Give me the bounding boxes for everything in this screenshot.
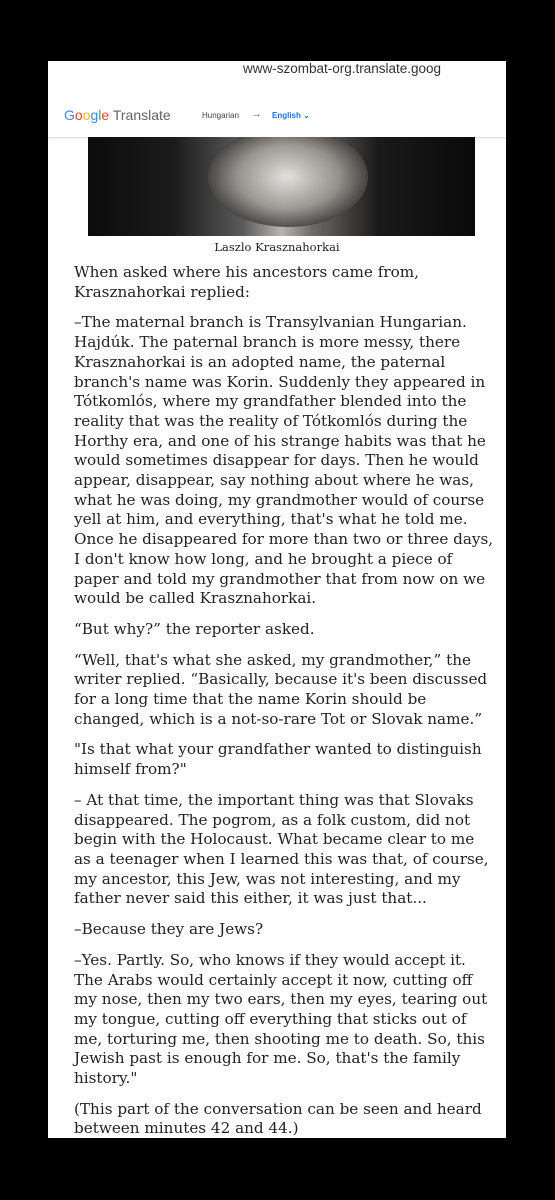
paragraph: (This part of the conversation can be seen and heard between minutes 42 and 44.) [74,1099,482,1138]
article-body [74,263,494,1138]
author-photo [88,137,475,236]
paragraph: “Well, that's what she asked, my grandmother,” the writer replied. “Basically, because it's been discussed for a long time that the name Korin should be changed, which is a not-so-rare Tot or Slovak name.” [74,650,488,728]
target-language-dropdown[interactable]: English ⌄ [272,111,310,120]
paragraph: When asked where his ancestors came from, Krasznahorkai replied: [74,263,419,301]
google-translate-bar [48,95,506,138]
source-language[interactable]: Hungarian [202,111,239,120]
browser-page [48,61,506,1138]
google-translate-logo[interactable]: Google Translate [64,107,171,123]
translate-label: Translate [112,107,171,123]
paragraph: –Because they are Jews? [74,920,264,939]
paragraph: “But why?” the reporter asked. [74,619,315,638]
paragraph: "Is that what your grandfather wanted to distinguish himself from?" [74,740,482,779]
arrow-right-icon: → [251,108,262,120]
paragraph: – At that time, the important thing was that Slovaks disappeared. The pogrom, as a folk custom, did not begin with the Holocaust. What became clear to me as a teenager when I learned this was that, of course, my ancestor, this Jew, was not interesting, and my father never said this either, it was just that... [74,790,489,908]
paragraph: –The maternal branch is Transylvanian Hungarian. Hajdúk. The paternal branch is more messy, there Krasznahorkai is an adopted name, the paternal branch's name was Korin. Suddenly they appeared in Tótkomlós, where my grandfather blended into the reality that was the reality of Tótkomlós during the Horthy era, and one of his strange habits was that he would sometimes disappear for days. Then he would appear, disappear, say nothing about where he was, what he was doing, my grandmother would of course yell at him, and everything, that's what he told me. Once he disappeared for more than two or three days, I don't know how long, and he brought a piece of paper and told my grandmother that from now on we would be called Krasznahorkai. [74,313,494,608]
photo-caption: Laszlo Krasznahorkai [214,240,340,254]
paragraph: –Yes. Partly. So, who knows if they would accept it. The Arabs would certainly accept it now, cutting off my nose, then my two ears, then my eyes, tearing out my tongue, cutting off everything that sticks out of me, torturing me, then shooting me to death. So, this Jewish past is enough for me. So, that's the family history." [74,950,488,1088]
url-bar[interactable]: www-szombat-org.translate.goog [242,61,442,76]
